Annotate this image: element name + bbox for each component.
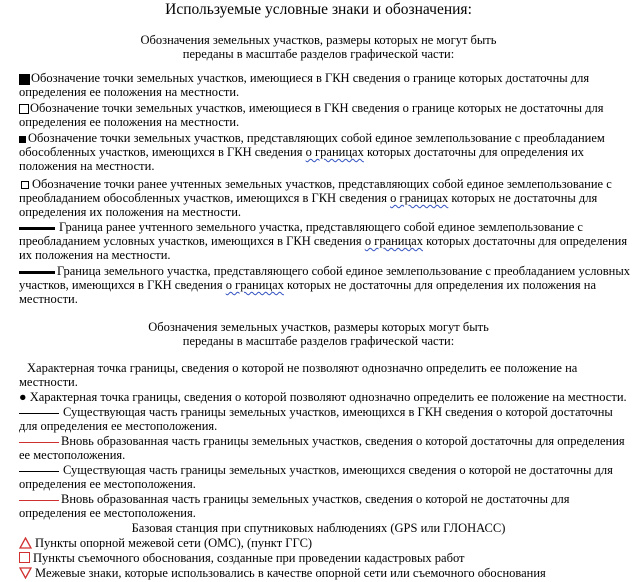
legend-item-small-open-square: Обозначение точки ранее учтенных земельных участков, представляющих собой единое землепользование с преобладанием обособленных участков, имеющихся в ГКН сведения о границах которых не достаточны для определения их положения на местности. [19, 177, 612, 219]
legend-item-open-square: Обозначение точки земельных участков, имеющиеся в ГКН сведения о границе которых не достаточны для определения ее положения на местности. [19, 101, 604, 129]
section2-heading-line2: переданы в масштабе разделов графической части: [182, 334, 455, 348]
legend-item-ambiguous-point: Характерная точка границы, сведения о которой не позволяют однозначно определить ее положение на местности. [19, 361, 578, 389]
section1-heading-line1: Обозначения земельных участков, размеры которых не могут быть [140, 33, 497, 47]
legend-item-thick-line-1: Граница ранее учтенного земельного участка, представляющего собой единое землепользование с преобладанием условных участков, имеющихся в ГКН сведения о границах которых достаточны для определения их положения на местности. [19, 220, 628, 262]
legend-item-filled-square: Обозначение точки земельных участков, имеющиеся в ГКН сведения о границе которых достаточны для определения ее положения на местности. [19, 71, 590, 99]
legend-item-oms: Пункты опорной межевой сети (ОМС), (пункт ГГС) [19, 536, 312, 550]
thick-line-icon [19, 227, 55, 230]
red-triangle-up-icon [19, 537, 32, 549]
base-station-label: Базовая станция при спутниковых наблюдениях (GPS или ГЛОНАСС) [131, 521, 506, 535]
section1-heading [0, 33, 637, 61]
section1-heading-line2: переданы в масштабе разделов графической части: [182, 47, 455, 61]
legend-item-thick-line-2: Граница земельного участка, представляющего собой единое землепользование с преобладанием условных участков, имеющихся в ГКН сведения о границах которых не достаточны для определения их положения на местности. [19, 264, 630, 306]
legend-item-small-filled-square: Обозначение точки земельных участков, представляющих собой единое землепользование с преобладанием обособленных участков, имеющихся в ГКН сведения о границах которых достаточны для определения их положения на местности. [19, 131, 605, 173]
small-open-square-icon [21, 181, 29, 189]
red-line-icon [19, 500, 59, 501]
legend-item-existing-boundary-1: Существующая часть границы земельных участков, имеющихся в ГКН сведения о которой достаточны для определения ее местоположения. [19, 405, 613, 433]
legend-item-boundary-marks: Межевые знаки, которые использовались в качестве опорной сети или съемочного обоснования [19, 566, 546, 580]
bullet-icon: ● [19, 390, 27, 404]
legend-item-existing-boundary-2: Существующая часть границы земельных участков, имеющихся сведения о которой не достаточны для определения ее местоположения. [19, 463, 613, 491]
red-square-icon [19, 552, 30, 563]
black-line-icon [19, 471, 59, 472]
black-line-icon [19, 413, 59, 414]
filled-square-icon [19, 74, 30, 85]
red-line-icon [19, 442, 59, 443]
legend-item-bullet-point: ● Характерная точка границы, сведения о которой позволяют однозначно определить ее положение на местности. [19, 390, 627, 404]
legend-item-new-boundary-2: Вновь образованная часть границы земельных участков, сведения о которой не достаточны для определения ее местоположения. [19, 492, 570, 520]
section2-heading [0, 320, 637, 348]
section2-heading-line1: Обозначения земельных участков, размеры которых могут быть [148, 320, 489, 334]
small-filled-square-icon [19, 136, 26, 143]
legend-item-survey-points: Пункты съемочного обоснования, созданные при проведении кадастровых работ [19, 551, 465, 565]
page-title: Используемые условные знаки и обозначения: [165, 1, 472, 18]
open-square-icon [19, 104, 29, 114]
red-triangle-down-icon [19, 567, 32, 579]
thick-line-icon [19, 271, 55, 274]
legend-item-new-boundary-1: Вновь образованная часть границы земельных участков, сведения о которой достаточны для определения ее местоположения. [19, 434, 625, 462]
